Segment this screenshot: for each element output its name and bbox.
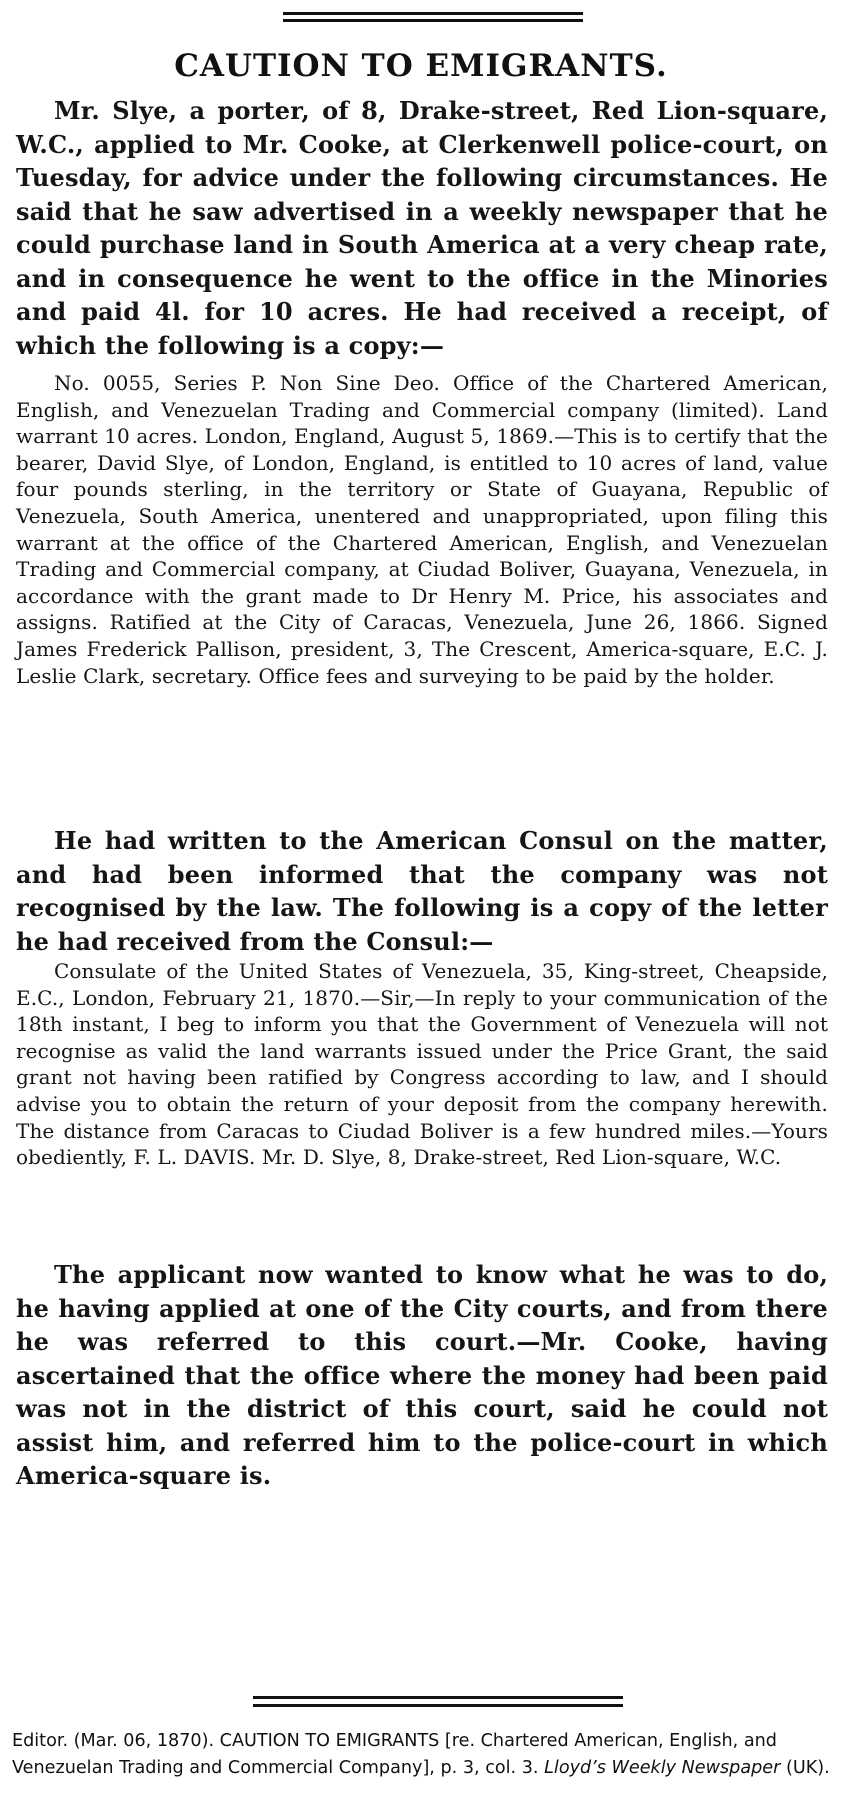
bottom-rule [253,1704,623,1707]
article-paragraph-3: The applicant now wanted to know what he was to do, he having applied at one of the City courts, and from there he was referred to this court.—Mr. Cooke, having ascertained that the office where the money had been paid was not in the district of this court, said he could not assist him, and referred him to the police-court in which America-square is. [16,1260,828,1490]
top-rule [283,12,583,15]
newspaper-clipping [8,8,834,1713]
consul-letter-text: Consulate of the United States of Venezuela, 35, King-street, Cheapside, E.C., London, February 21, 1870.—Sir,—In reply to your communication of the 18th instant, I beg to inform you that the Government of Venezuela will not recognise as valid the land warrants issued under the Price Grant, the said grant not having been ratified by Congress according to law, and I should advise you to obtain the return of your deposit from the company herewith. The distance from Caracas to Ciudad Boliver is a few hundred miles.—Yours obediently, F. L. DAVIS. Mr. D. Slye, 8, Drake-street, Red Lion-square, W.C. [16,959,828,1170]
land-warrant-text: No. 0055, Series P. Non Sine Deo. Office of the Chartered American, English, and Venezuelan Trading and Commercial company (limited). Land warrant 10 acres. London, England, August 5, 1869.—This is to certify that the bearer, David Slye, of London, England, is entitled to 10 acres of land, value four pounds sterling, in the territory or State of Guayana, Republic of Venezuela, South America, unentered and unappropriated, upon filing this warrant at the office of the Chartered American, English, and Venezuelan Trading and Commercial company, at Ciudad Boliver, Guayana, Venezuela, in accordance with the grant made to Dr Henry M. Price, his associates and assigns. Ratified at the City of Caracas, Venezuela, June 26, 1866. Signed James Frederick Pallison, president, 3, The Crescent, America-square, E.C. J. Leslie Clark, secretary. Office fees and surveying to be paid by the holder. [16,371,828,688]
citation-publication: Lloyd’s Weekly Newspaper [544,1758,781,1778]
citation-text: Editor. (Mar. 06, 1870). CAUTION TO EMIGRANTS [re. Chartered American, English, and Venezuelan Trading and Commercial Company], p. 3, col. 3. [12,1731,777,1778]
article-paragraph-1: Mr. Slye, a porter, of 8, Drake-street, Red Lion-square, W.C., applied to Mr. Cooke, at Clerkenwell police-court, on Tuesday, for advice under the following circumstances. He said that he saw advertised in a weekly newspaper that he could purchase land in South America at a very cheap rate, and in consequence he went to the office in the Minories and paid 4l. for 10 acres. He had received a receipt, of which the following is a copy:— [16,96,828,360]
bottom-rule [253,1696,623,1699]
article-paragraph-2: He had written to the American Consul on the matter, and had been informed that the company was not recognised by the law. The following is a copy of the letter he had received from the Consul:— [16,826,828,956]
article-headline: CAUTION TO EMIGRANTS. [174,48,668,84]
top-rule [283,19,583,22]
citation-suffix: (UK). [780,1758,830,1778]
citation-caption [12,1728,832,1782]
